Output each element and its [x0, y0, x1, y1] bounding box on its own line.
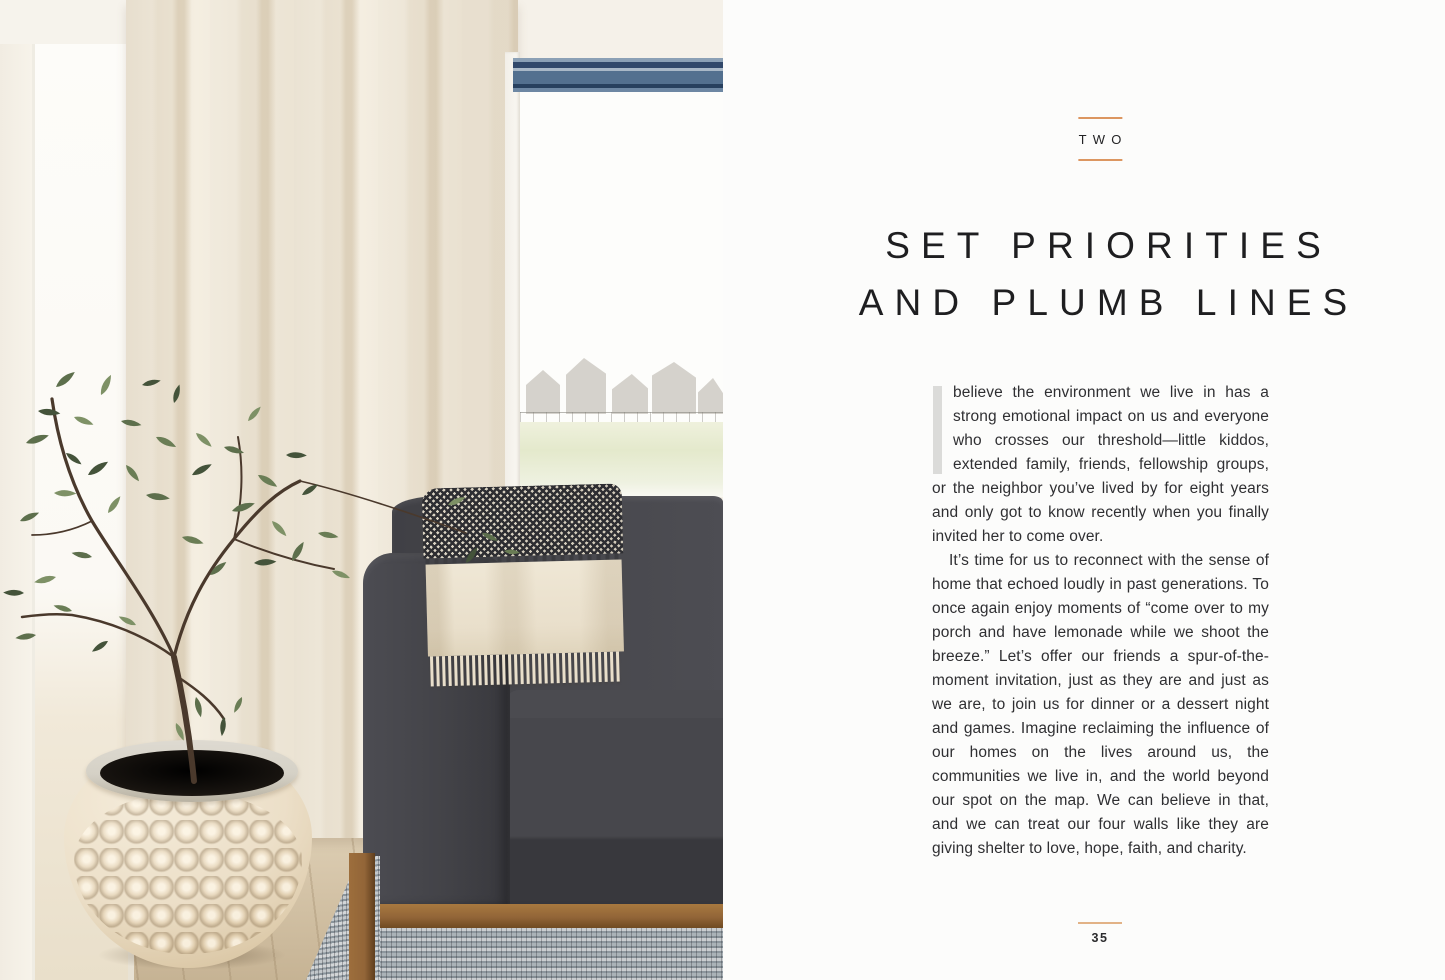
- folio-rule: [1078, 922, 1122, 924]
- sofa-wood-rail: [368, 904, 723, 928]
- chapter-title-line-2: AND PLUMB LINES: [858, 282, 1359, 323]
- body-text: [932, 381, 1269, 861]
- paragraph-1: [932, 381, 1269, 549]
- paragraph-1-text: believe the environment we live in has a strong emotional impact on us and everyone who crosses our threshold—little kiddos, extended family, friends, fellowship groups, or the neighbor you’ve lived by for eight years and only got to know recently when you finally invited her to come over.: [932, 384, 1269, 545]
- chapter-opener-page: [723, 0, 1445, 980]
- sofa-wood-leg: [349, 853, 375, 980]
- chapter-number: TWO: [1078, 132, 1128, 147]
- rug: [376, 928, 723, 980]
- drop-cap-i: [933, 386, 942, 474]
- chapter-title: [848, 217, 1359, 331]
- house-shape: [566, 358, 606, 414]
- house-shape: [698, 378, 723, 414]
- chapter-rule-bottom: [1078, 159, 1122, 161]
- window-frame-bar: [513, 58, 723, 92]
- page-footer: [1078, 922, 1122, 945]
- chapter-title-line-1: SET PRIORITIES: [885, 225, 1332, 266]
- page-number: 35: [1091, 931, 1109, 945]
- planter-hobnail-texture: [74, 792, 302, 955]
- house-shape: [652, 362, 696, 414]
- olive-tree: [0, 325, 556, 795]
- house-shape: [612, 374, 648, 414]
- chapter-block: [1072, 117, 1127, 161]
- paragraph-2: It’s time for us to reconnect with the sense of home that echoed loudly in past generations. To once again enjoy moments of “come over to my porch and have lemonade while we shoot the breeze.” Let’s offer our friends a spur-of-the-moment invitation, just as they are and just as we are, to join us for dinner or a dessert night and games. Imagine reclaiming the influence of our homes on the lives around us, the communities we live in, and the world beyond our spot on the map. We can believe in that, and we can treat our four walls like they are giving shelter to love, hope, faith, and charity.: [932, 552, 1269, 857]
- chapter-rule-top: [1078, 117, 1122, 119]
